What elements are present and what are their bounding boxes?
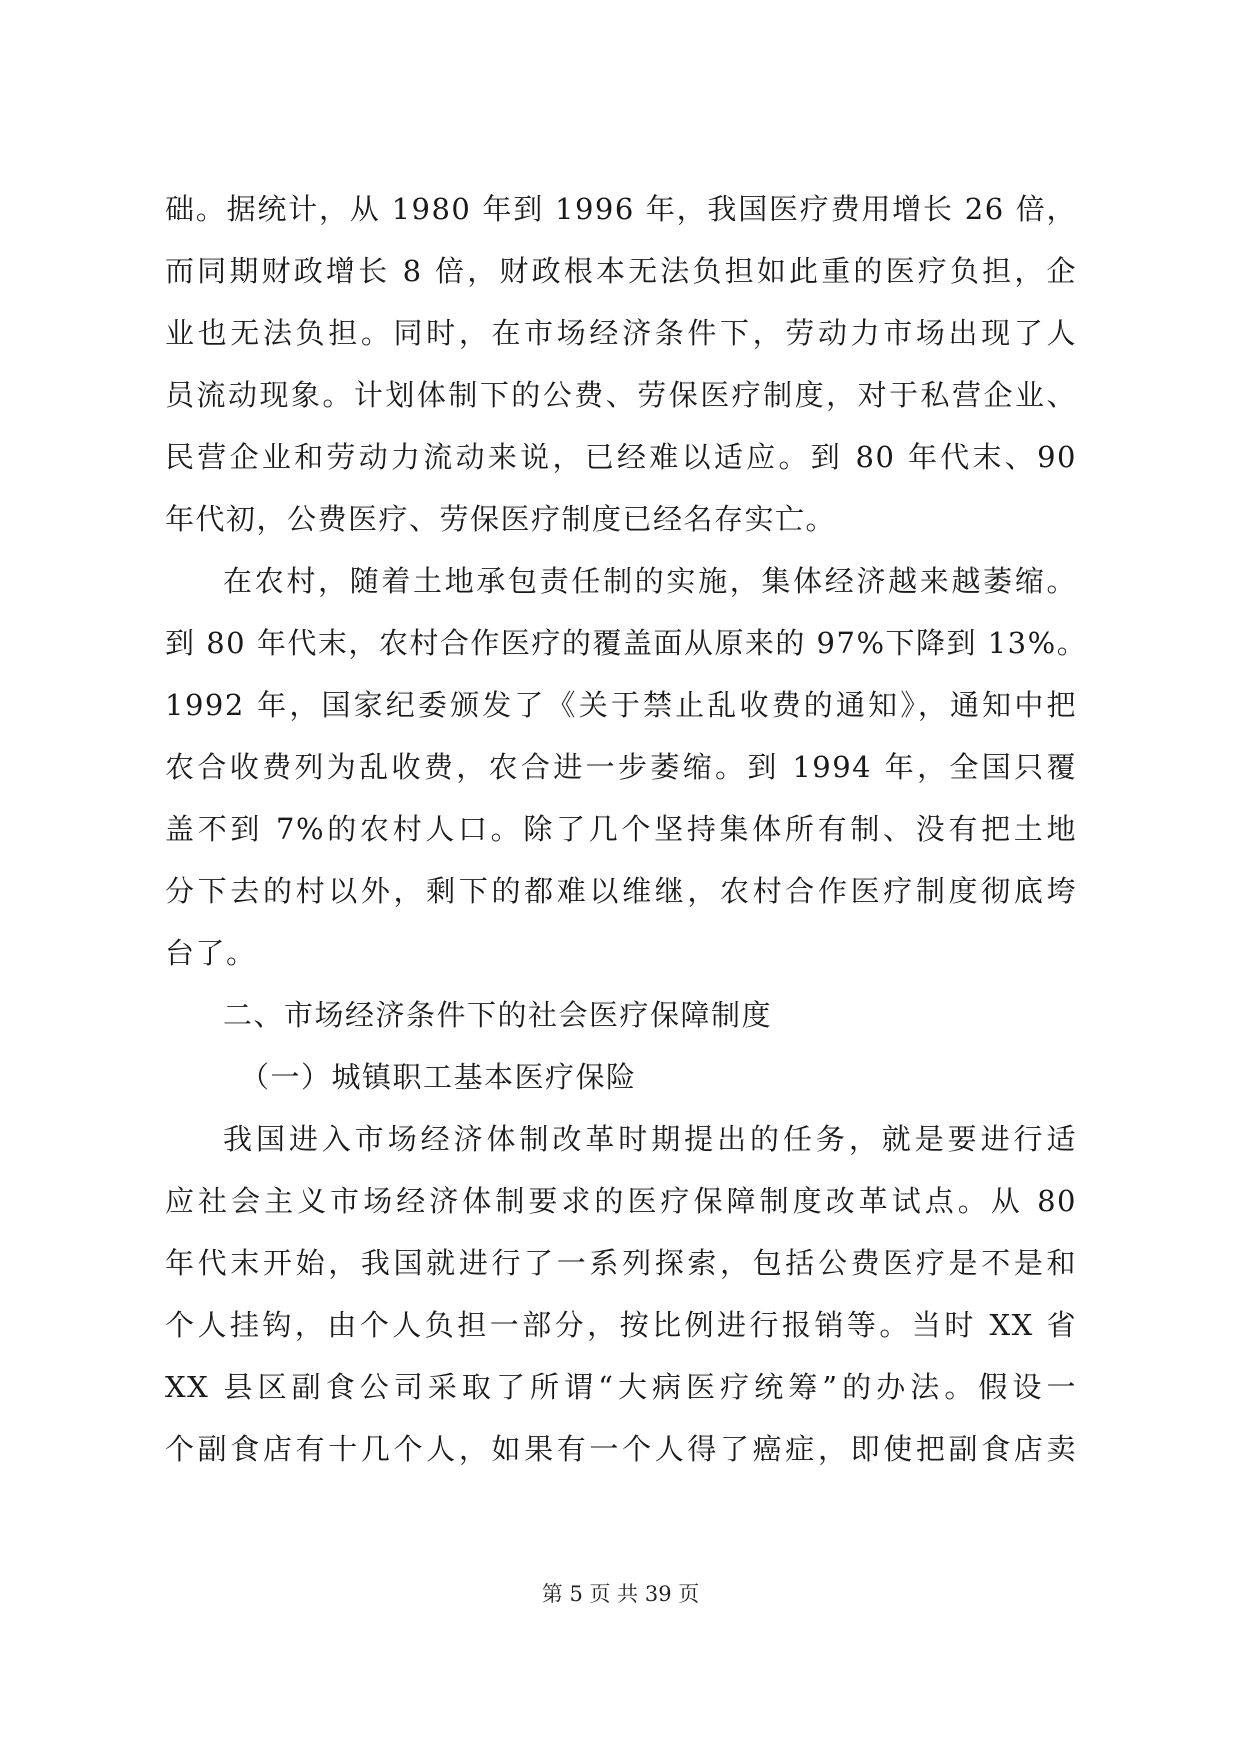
text-line: 农合收费列为乱收费，农合进一步萎缩。到 1994 年，全国只覆	[165, 750, 1077, 784]
text-line: 而同期财政增长 8 倍，财政根本无法负担如此重的医疗负担，企	[165, 254, 1077, 288]
subsection-heading: （一）城镇职工基本医疗保险	[240, 1060, 637, 1094]
text-line: 到 80 年代末，农村合作医疗的覆盖面从原来的 97%下降到 13%。	[165, 626, 1088, 660]
text-line: 应社会主义市场经济体制要求的医疗保障制度改革试点。从 80	[165, 1184, 1077, 1218]
text-line: 盖不到 7%的农村人口。除了几个坚持集体所有制、没有把土地	[165, 812, 1077, 846]
text-line: XX 县区副食公司采取了所谓“大病医疗统筹”的办法。假设一	[165, 1370, 1077, 1404]
text-line: 年代初，公费医疗、劳保医疗制度已经名存实亡。	[165, 502, 837, 536]
text-line: 我国进入市场经济体制改革时期提出的任务，就是要进行适	[223, 1122, 1077, 1156]
page-footer: 第 5 页 共 39 页	[541, 1582, 700, 1606]
text-line: 础。据统计，从 1980 年到 1996 年，我国医疗费用增长 26 倍，	[165, 192, 1077, 226]
text-line: 分下去的村以外，剩下的都难以维继，农村合作医疗制度彻底垮	[165, 874, 1077, 908]
text-line: 员流动现象。计划体制下的公费、劳保医疗制度，对于私营企业、	[165, 378, 1077, 412]
text-line: 民营企业和劳动力流动来说，已经难以适应。到 80 年代末、90	[165, 440, 1077, 474]
document-body	[165, 178, 1088, 1480]
text-line: 业也无法负担。同时，在市场经济条件下，劳动力市场出现了人	[165, 316, 1077, 350]
text-line: 台了。	[165, 936, 257, 970]
section-heading: 二、市场经济条件下的社会医疗保障制度	[223, 998, 773, 1032]
text-line: 1992 年，国家纪委颁发了《关于禁止乱收费的通知》，通知中把	[165, 688, 1077, 722]
text-line: 在农村，随着土地承包责任制的实施，集体经济越来越萎缩。	[223, 564, 1077, 598]
text-line: 个副食店有十几个人，如果有一个人得了癌症，即使把副食店卖	[165, 1432, 1077, 1466]
text-line: 个人挂钩，由个人负担一部分，按比例进行报销等。当时 XX 省	[165, 1308, 1077, 1342]
text-line: 年代末开始，我国就进行了一系列探索，包括公费医疗是不是和	[165, 1246, 1077, 1280]
